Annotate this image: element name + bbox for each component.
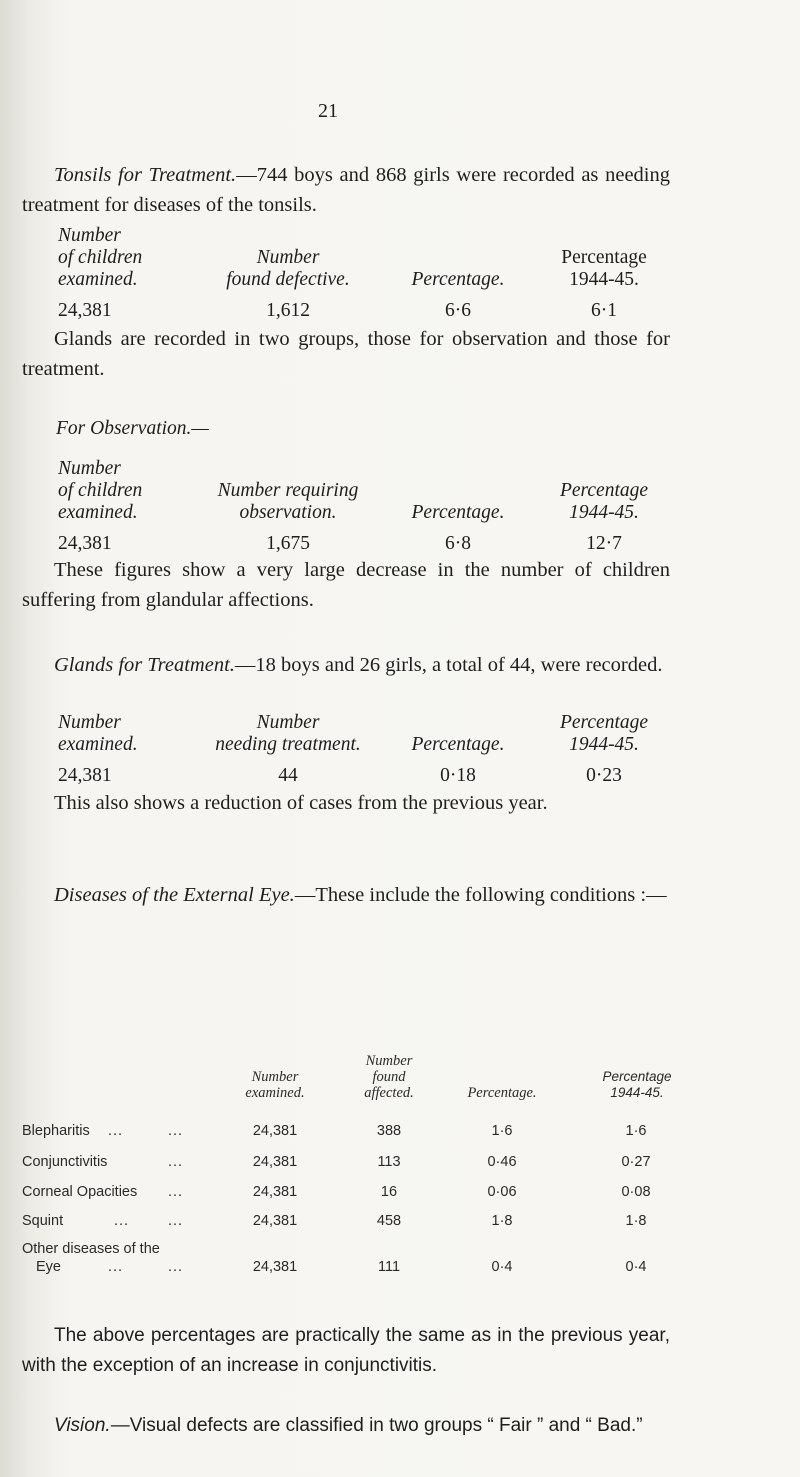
observation-val-pct-prev: 12·7: [586, 533, 622, 554]
row-name: Corneal Opacities: [22, 1184, 138, 1200]
treatment-val-needing: 44: [278, 765, 298, 786]
table-row: [22, 1259, 682, 1279]
row-pct: 0·4: [491, 1259, 513, 1275]
vision-text: —Visual defects are classified in two groups “ Fair ” and “ Bad.”: [110, 1415, 643, 1436]
treatment-col-needing: Number needing treatment.: [215, 712, 361, 755]
treatment-note: This also shows a reduction of cases from the previous year.: [54, 792, 548, 814]
row-pct: 0·06: [487, 1184, 517, 1200]
row-name: Blepharitis: [22, 1123, 90, 1139]
observation-col-pct: Percentage.: [411, 502, 505, 523]
row-affected: 111: [377, 1259, 401, 1275]
row-name: Conjunctivitis: [22, 1154, 108, 1170]
external-eye-text: —These include the following conditions :—: [294, 884, 667, 906]
vision-heading: Vision.: [54, 1415, 111, 1436]
row-examined: 24,381: [252, 1259, 298, 1275]
observation-col-pct-prev: Percentage 1944-45.: [559, 480, 649, 523]
row-dots: ...: [168, 1213, 184, 1229]
row-pct: 1·8: [491, 1213, 513, 1229]
row-examined: 24,381: [252, 1213, 298, 1229]
eye-col-affected: Number found affected.: [364, 1053, 414, 1101]
row-affected: 388: [376, 1123, 402, 1139]
tonsils-val-examined: 24,381: [58, 300, 112, 321]
observation-note: These figures show a very large decrease in the number of children suffering from glandular affections.: [22, 559, 670, 611]
table-row: [22, 1213, 682, 1233]
table-row-label-line: [22, 1241, 682, 1261]
glands-treatment-table: [58, 712, 670, 787]
row-affected: 16: [380, 1184, 398, 1200]
glands-treatment-paragraph: [22, 650, 670, 680]
observation-val-pct: 6·8: [445, 533, 471, 554]
eye-col-pct-prev: Percentage 1944-45.: [602, 1069, 672, 1100]
treatment-val-pct: 0·18: [440, 765, 476, 786]
row-affected: 458: [376, 1213, 402, 1229]
tonsils-table: [58, 225, 670, 322]
tonsils-val-pct: 6·6: [445, 300, 471, 321]
glands-treatment-text: —18 boys and 26 girls, a total of 44, were recorded.: [234, 654, 663, 676]
glands-intro: Glands are recorded in two groups, those for observation and those for treatment.: [22, 328, 670, 380]
row-pct: 1·6: [491, 1123, 513, 1139]
row-name: Squint: [22, 1213, 64, 1229]
tonsils-heading: Tonsils for Treatment.: [54, 164, 237, 186]
observation-val-examined: 24,381: [58, 533, 112, 554]
row-examined: 24,381: [252, 1123, 298, 1139]
table-row: [22, 1123, 682, 1143]
eye-col-examined: Number examined.: [245, 1069, 305, 1101]
treatment-val-examined: 24,381: [58, 765, 112, 786]
observation-val-requiring: 1,675: [266, 533, 310, 554]
row-dots: ...: [114, 1213, 130, 1229]
row-pct-prev: 1·6: [625, 1123, 647, 1139]
row-dots: ...: [168, 1154, 184, 1170]
external-eye-note: The above percentages are practically the same as in the previous year, with the exception of an increase in conjunctivitis.: [22, 1325, 670, 1376]
row-dots: ...: [168, 1123, 184, 1139]
vision-paragraph: [22, 1411, 670, 1441]
treatment-col-pct: Percentage.: [411, 734, 505, 755]
eye-col-pct: Percentage.: [467, 1085, 537, 1101]
treatment-col-examined: Number examined.: [58, 712, 138, 755]
row-examined: 24,381: [252, 1154, 298, 1170]
treatment-val-pct-prev: 0·23: [586, 765, 622, 786]
table-row: [22, 1184, 682, 1204]
observation-heading: For Observation.—: [56, 418, 209, 439]
row-pct-prev: 0·4: [625, 1259, 647, 1275]
tonsils-paragraph: [22, 160, 670, 220]
observation-col-requiring: Number requiring observation.: [217, 480, 359, 523]
row-pct-prev: 0·27: [621, 1154, 651, 1170]
tonsils-col-defective: Number found defective.: [226, 247, 350, 290]
tonsils-col-examined: Number of children examined.: [58, 225, 143, 290]
glands-treatment-heading: Glands for Treatment.: [54, 654, 235, 676]
row-examined: 24,381: [252, 1184, 298, 1200]
table-row: [22, 1154, 682, 1174]
row-pct: 0·46: [487, 1154, 517, 1170]
row-affected: 113: [377, 1154, 401, 1170]
external-eye-heading: Diseases of the External Eye.: [54, 884, 295, 906]
row-dots: ...: [168, 1184, 184, 1200]
row-name: Other diseases of the: [22, 1241, 160, 1257]
tonsils-val-defective: 1,612: [266, 300, 310, 321]
observation-col-examined: Number of children examined.: [58, 458, 143, 523]
row-name: Eye: [36, 1259, 61, 1275]
page-number: 21: [318, 100, 338, 122]
tonsils-val-pct-prev: 6·1: [591, 300, 617, 321]
row-dots: ...: [108, 1123, 124, 1139]
row-dots: ...: [168, 1259, 184, 1275]
tonsils-text: —744 boys and 868 girls were recorded as needing treatment for diseases of the tonsils.: [22, 164, 670, 216]
treatment-col-pct-prev: Percentage 1944-45.: [559, 712, 649, 755]
row-dots: ...: [108, 1259, 124, 1275]
tonsils-col-pct-prev: Percentage 1944-45.: [561, 247, 647, 290]
external-eye-paragraph: [22, 880, 670, 910]
row-pct-prev: 0·08: [621, 1184, 651, 1200]
tonsils-col-pct: Percentage.: [411, 269, 505, 290]
row-pct-prev: 1·8: [625, 1213, 647, 1229]
observation-table: [58, 458, 670, 555]
